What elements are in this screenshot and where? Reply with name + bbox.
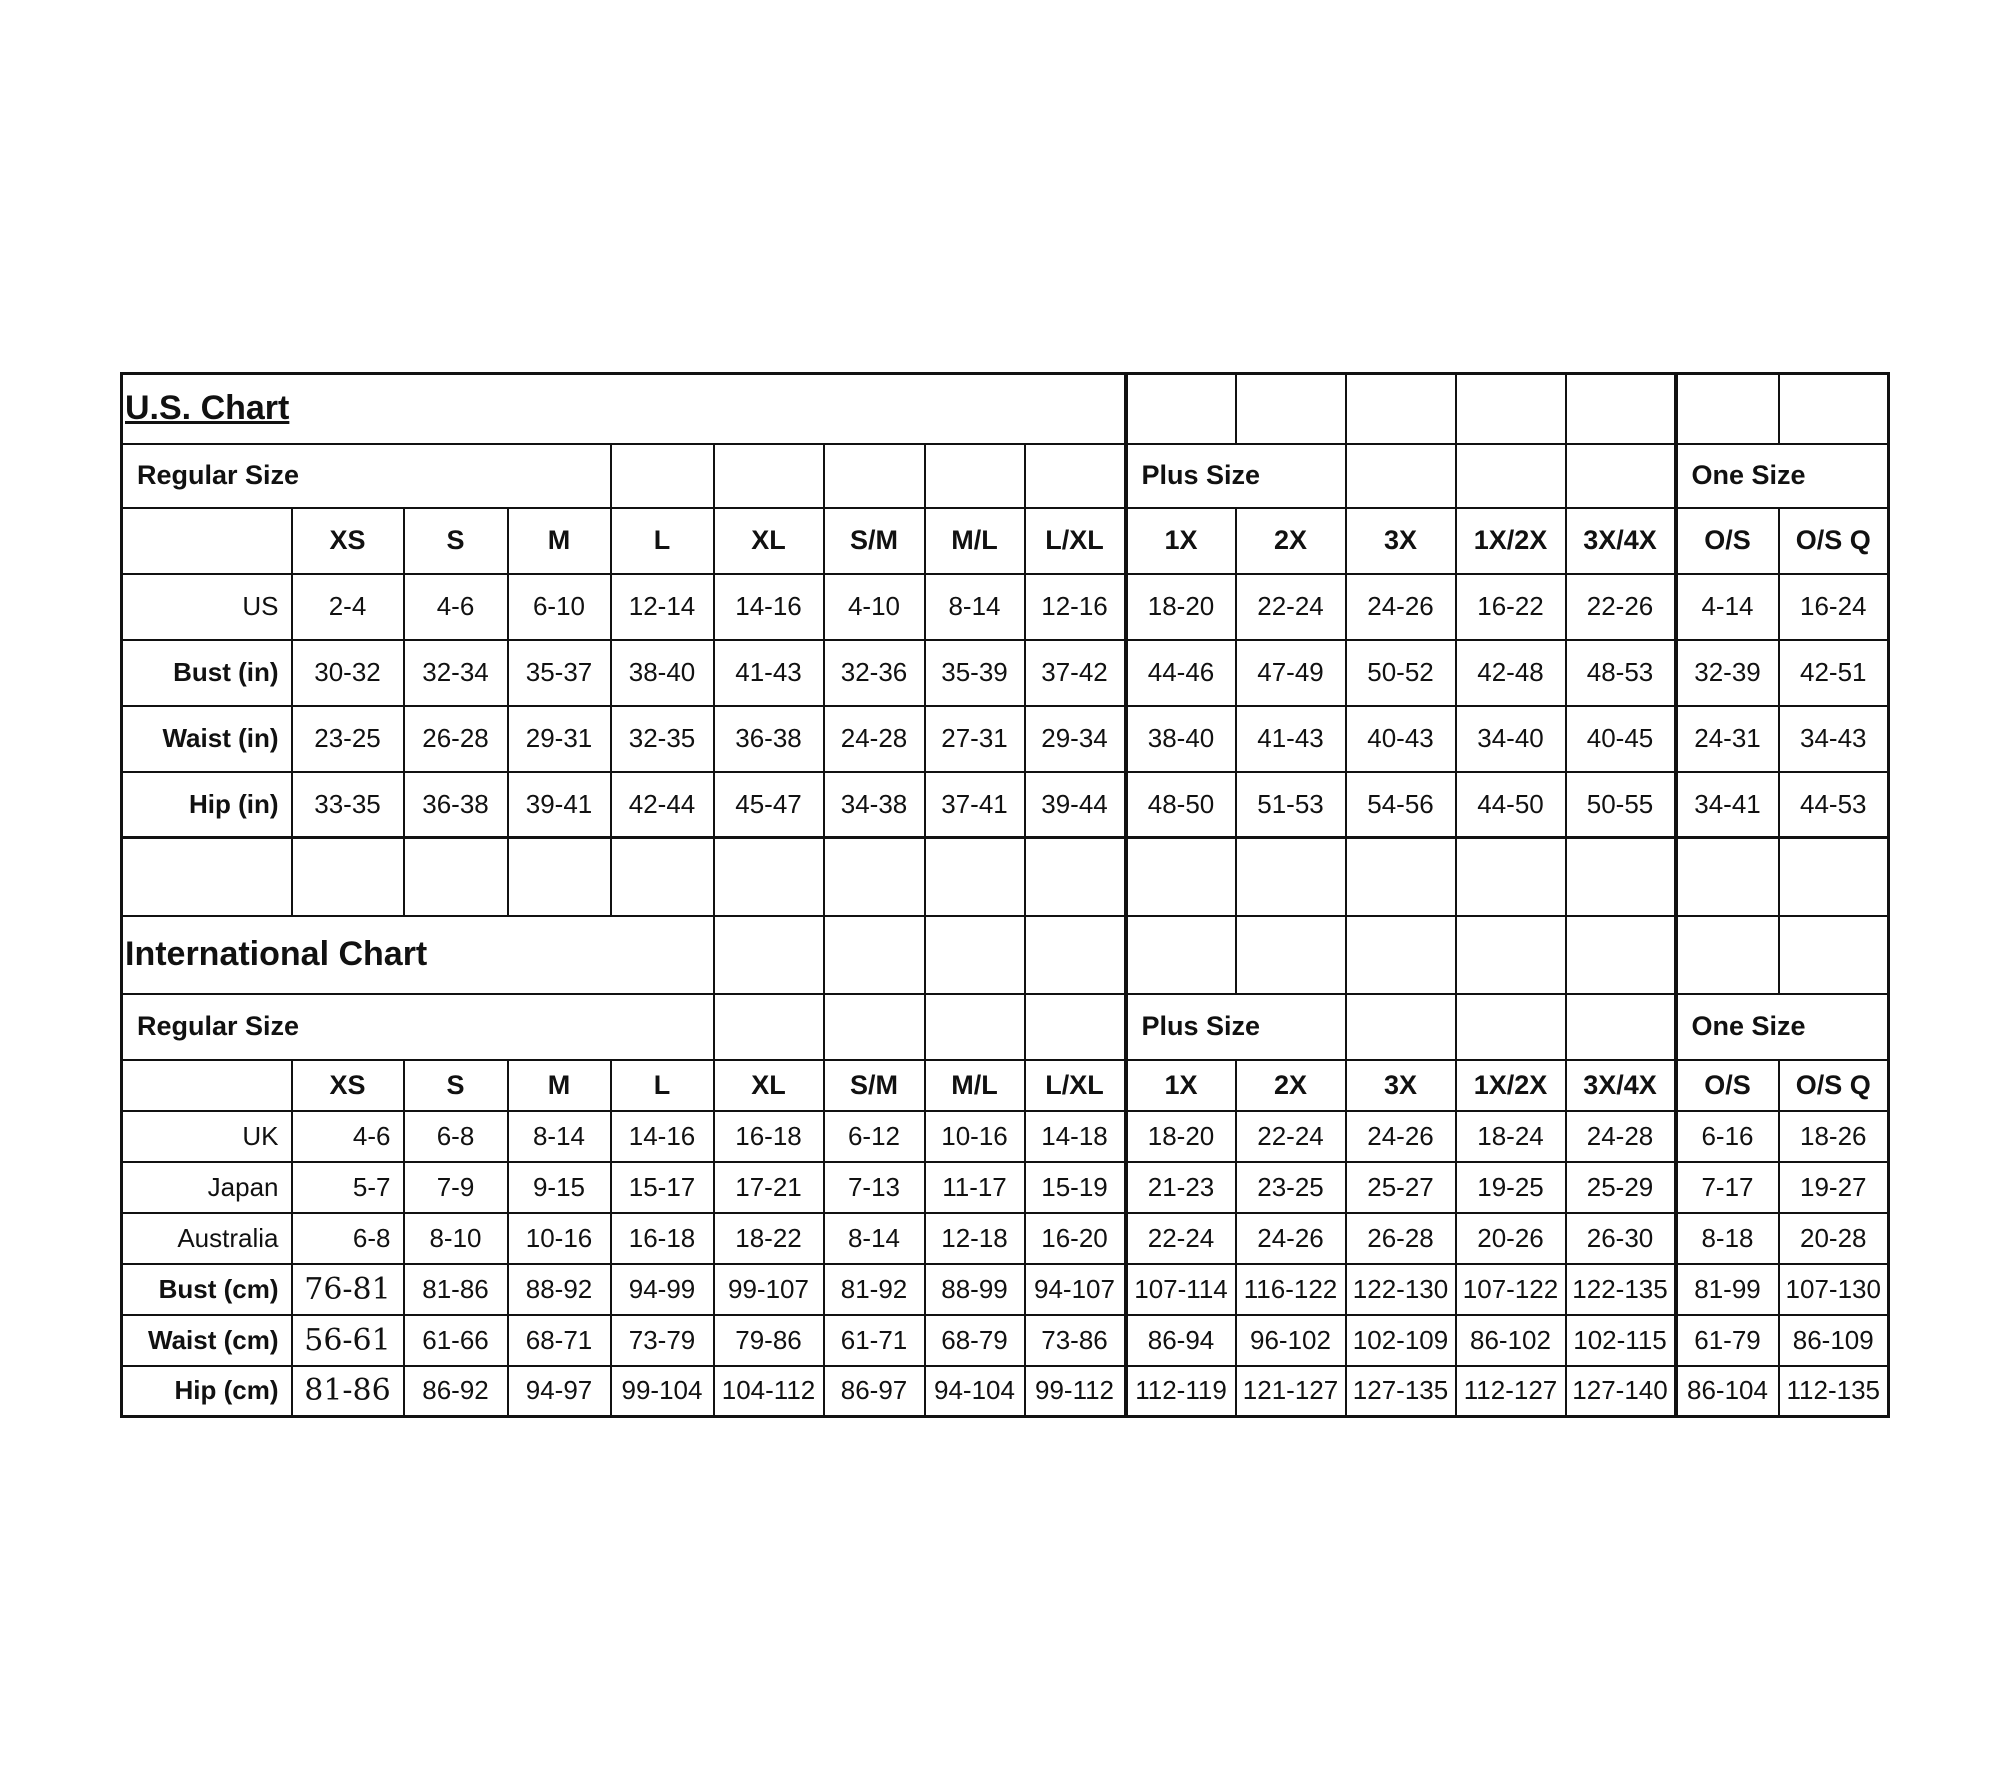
table-cell bbox=[1456, 916, 1566, 994]
size-value: 24-28 bbox=[1566, 1111, 1676, 1162]
size-value: 94-107 bbox=[1025, 1264, 1126, 1315]
size-value: 8-14 bbox=[824, 1213, 925, 1264]
size-value: 127-135 bbox=[1346, 1366, 1456, 1417]
table-cell bbox=[1025, 444, 1126, 508]
size-value: 14-16 bbox=[714, 574, 824, 640]
us-one-size-label: One Size bbox=[1676, 444, 1889, 508]
size-value: 34-40 bbox=[1456, 706, 1566, 772]
row-label: US bbox=[122, 574, 292, 640]
size-value: 73-86 bbox=[1025, 1315, 1126, 1366]
size-value: 14-18 bbox=[1025, 1111, 1126, 1162]
table-cell bbox=[1779, 374, 1889, 444]
size-value: 34-43 bbox=[1779, 706, 1889, 772]
size-header: XL bbox=[714, 1060, 824, 1111]
size-value: 34-38 bbox=[824, 772, 925, 838]
size-value: 27-31 bbox=[925, 706, 1025, 772]
table-cell bbox=[1236, 916, 1346, 994]
size-value: 94-97 bbox=[508, 1366, 611, 1417]
size-value: 26-28 bbox=[1346, 1213, 1456, 1264]
size-value: 107-114 bbox=[1126, 1264, 1236, 1315]
size-value: 6-12 bbox=[824, 1111, 925, 1162]
table-row bbox=[122, 994, 1889, 1060]
size-value: 25-29 bbox=[1566, 1162, 1676, 1213]
table-row bbox=[122, 706, 1889, 772]
size-value: 107-122 bbox=[1456, 1264, 1566, 1315]
size-value: 32-39 bbox=[1676, 640, 1779, 706]
size-value: 20-28 bbox=[1779, 1213, 1889, 1264]
table-cell bbox=[122, 1060, 292, 1111]
size-header: L bbox=[611, 508, 714, 574]
size-value: 4-6 bbox=[404, 574, 508, 640]
table-row bbox=[122, 1366, 1889, 1417]
size-value: 68-71 bbox=[508, 1315, 611, 1366]
table-cell bbox=[925, 994, 1025, 1060]
table-cell bbox=[1779, 838, 1889, 916]
size-value: 81-92 bbox=[824, 1264, 925, 1315]
size-value: 36-38 bbox=[714, 706, 824, 772]
size-value: 44-50 bbox=[1456, 772, 1566, 838]
size-header: L/XL bbox=[1025, 1060, 1126, 1111]
size-value: 32-35 bbox=[611, 706, 714, 772]
size-header: S bbox=[404, 1060, 508, 1111]
size-value: 32-36 bbox=[824, 640, 925, 706]
size-value: 9-15 bbox=[508, 1162, 611, 1213]
table-cell bbox=[1346, 838, 1456, 916]
size-value: 112-135 bbox=[1779, 1366, 1889, 1417]
table-cell bbox=[1676, 838, 1779, 916]
size-value: 15-19 bbox=[1025, 1162, 1126, 1213]
size-value: 7-13 bbox=[824, 1162, 925, 1213]
table-cell bbox=[1566, 916, 1676, 994]
size-value: 122-135 bbox=[1566, 1264, 1676, 1315]
size-value: 30-32 bbox=[292, 640, 404, 706]
table-cell bbox=[824, 838, 925, 916]
size-value: 94-104 bbox=[925, 1366, 1025, 1417]
table-row bbox=[122, 1162, 1889, 1213]
size-header: XL bbox=[714, 508, 824, 574]
size-value: 61-71 bbox=[824, 1315, 925, 1366]
size-header: 2X bbox=[1236, 508, 1346, 574]
size-value: 33-35 bbox=[292, 772, 404, 838]
size-value: 6-10 bbox=[508, 574, 611, 640]
table-cell bbox=[1126, 374, 1236, 444]
row-label: Japan bbox=[122, 1162, 292, 1213]
size-value: 61-79 bbox=[1676, 1315, 1779, 1366]
table-cell bbox=[1126, 916, 1236, 994]
table-cell bbox=[1456, 444, 1566, 508]
size-value: 39-44 bbox=[1025, 772, 1126, 838]
table-row bbox=[122, 508, 1889, 574]
intl-chart-title: International Chart bbox=[122, 916, 714, 994]
table-row bbox=[122, 640, 1889, 706]
table-cell bbox=[292, 838, 404, 916]
size-header: O/S Q bbox=[1779, 1060, 1889, 1111]
table-cell bbox=[1456, 374, 1566, 444]
size-value: 6-16 bbox=[1676, 1111, 1779, 1162]
table-row bbox=[122, 374, 1889, 444]
intl-plus-size-label: Plus Size bbox=[1126, 994, 1346, 1060]
size-value: 81-86 bbox=[292, 1366, 404, 1417]
size-header: 1X bbox=[1126, 508, 1236, 574]
row-label: Australia bbox=[122, 1213, 292, 1264]
size-value: 86-109 bbox=[1779, 1315, 1889, 1366]
size-value: 26-28 bbox=[404, 706, 508, 772]
table-cell bbox=[1676, 374, 1779, 444]
table-cell bbox=[1346, 374, 1456, 444]
table-cell bbox=[824, 916, 925, 994]
table-cell bbox=[1236, 838, 1346, 916]
table-cell bbox=[404, 838, 508, 916]
size-value: 112-119 bbox=[1126, 1366, 1236, 1417]
size-value: 48-53 bbox=[1566, 640, 1676, 706]
size-value: 81-99 bbox=[1676, 1264, 1779, 1315]
table-cell bbox=[714, 994, 824, 1060]
us-plus-size-label: Plus Size bbox=[1126, 444, 1346, 508]
size-value: 8-18 bbox=[1676, 1213, 1779, 1264]
row-label: Hip (in) bbox=[122, 772, 292, 838]
size-value: 37-41 bbox=[925, 772, 1025, 838]
size-value: 16-18 bbox=[714, 1111, 824, 1162]
size-value: 24-26 bbox=[1346, 574, 1456, 640]
table-cell bbox=[714, 444, 824, 508]
size-value: 16-22 bbox=[1456, 574, 1566, 640]
size-value: 102-109 bbox=[1346, 1315, 1456, 1366]
table-cell bbox=[611, 838, 714, 916]
size-value: 12-14 bbox=[611, 574, 714, 640]
size-value: 40-45 bbox=[1566, 706, 1676, 772]
size-value: 2-4 bbox=[292, 574, 404, 640]
size-header: XS bbox=[292, 508, 404, 574]
table-row bbox=[122, 916, 1889, 994]
table-cell bbox=[508, 838, 611, 916]
size-value: 12-16 bbox=[1025, 574, 1126, 640]
size-header: 2X bbox=[1236, 1060, 1346, 1111]
size-value: 73-79 bbox=[611, 1315, 714, 1366]
table-cell bbox=[611, 444, 714, 508]
size-value: 37-42 bbox=[1025, 640, 1126, 706]
size-value: 86-97 bbox=[824, 1366, 925, 1417]
size-value: 102-115 bbox=[1566, 1315, 1676, 1366]
size-value: 44-53 bbox=[1779, 772, 1889, 838]
size-value: 25-27 bbox=[1346, 1162, 1456, 1213]
size-value: 35-37 bbox=[508, 640, 611, 706]
size-value: 29-34 bbox=[1025, 706, 1126, 772]
table-cell bbox=[1566, 838, 1676, 916]
size-chart-table bbox=[120, 372, 1890, 1418]
table-row bbox=[122, 1213, 1889, 1264]
size-header: 1X/2X bbox=[1456, 508, 1566, 574]
size-value: 107-130 bbox=[1779, 1264, 1889, 1315]
size-header: S/M bbox=[824, 508, 925, 574]
table-cell bbox=[122, 508, 292, 574]
size-value: 4-14 bbox=[1676, 574, 1779, 640]
size-value: 99-107 bbox=[714, 1264, 824, 1315]
size-value: 42-48 bbox=[1456, 640, 1566, 706]
table-cell bbox=[925, 838, 1025, 916]
size-value: 18-20 bbox=[1126, 1111, 1236, 1162]
size-value: 18-26 bbox=[1779, 1111, 1889, 1162]
row-label: Hip (cm) bbox=[122, 1366, 292, 1417]
table-cell bbox=[1779, 916, 1889, 994]
size-value: 14-16 bbox=[611, 1111, 714, 1162]
size-value: 86-92 bbox=[404, 1366, 508, 1417]
table-row bbox=[122, 1264, 1889, 1315]
table-cell bbox=[925, 444, 1025, 508]
size-header: 1X bbox=[1126, 1060, 1236, 1111]
size-value: 24-26 bbox=[1346, 1111, 1456, 1162]
table-cell bbox=[1456, 838, 1566, 916]
size-value: 94-99 bbox=[611, 1264, 714, 1315]
size-value: 7-17 bbox=[1676, 1162, 1779, 1213]
size-value: 45-47 bbox=[714, 772, 824, 838]
table-row bbox=[122, 1315, 1889, 1366]
size-value: 15-17 bbox=[611, 1162, 714, 1213]
size-value: 48-50 bbox=[1126, 772, 1236, 838]
table-row bbox=[122, 772, 1889, 838]
size-header: 3X bbox=[1346, 1060, 1456, 1111]
table-cell bbox=[925, 916, 1025, 994]
table-cell bbox=[1126, 838, 1236, 916]
size-value: 23-25 bbox=[292, 706, 404, 772]
size-value: 42-51 bbox=[1779, 640, 1889, 706]
size-value: 122-130 bbox=[1346, 1264, 1456, 1315]
size-value: 22-24 bbox=[1236, 1111, 1346, 1162]
size-value: 24-28 bbox=[824, 706, 925, 772]
size-value: 8-10 bbox=[404, 1213, 508, 1264]
size-header: O/S bbox=[1676, 508, 1779, 574]
table-cell bbox=[1236, 374, 1346, 444]
row-label: UK bbox=[122, 1111, 292, 1162]
size-value: 22-24 bbox=[1236, 574, 1346, 640]
size-value: 56-61 bbox=[292, 1315, 404, 1366]
size-value: 18-20 bbox=[1126, 574, 1236, 640]
size-header: XS bbox=[292, 1060, 404, 1111]
size-value: 16-20 bbox=[1025, 1213, 1126, 1264]
size-value: 99-112 bbox=[1025, 1366, 1126, 1417]
size-value: 16-24 bbox=[1779, 574, 1889, 640]
size-value: 61-66 bbox=[404, 1315, 508, 1366]
size-value: 17-21 bbox=[714, 1162, 824, 1213]
size-value: 104-112 bbox=[714, 1366, 824, 1417]
size-value: 29-31 bbox=[508, 706, 611, 772]
size-value: 86-94 bbox=[1126, 1315, 1236, 1366]
size-value: 121-127 bbox=[1236, 1366, 1346, 1417]
size-value: 51-53 bbox=[1236, 772, 1346, 838]
size-value: 54-56 bbox=[1346, 772, 1456, 838]
row-label: Bust (cm) bbox=[122, 1264, 292, 1315]
size-value: 68-79 bbox=[925, 1315, 1025, 1366]
table-row bbox=[122, 838, 1889, 916]
table-row bbox=[122, 1111, 1889, 1162]
size-value: 99-104 bbox=[611, 1366, 714, 1417]
size-value: 86-102 bbox=[1456, 1315, 1566, 1366]
size-header: M/L bbox=[925, 508, 1025, 574]
table-cell bbox=[1456, 994, 1566, 1060]
size-value: 81-86 bbox=[404, 1264, 508, 1315]
size-header: M bbox=[508, 1060, 611, 1111]
size-value: 40-43 bbox=[1346, 706, 1456, 772]
size-value: 10-16 bbox=[508, 1213, 611, 1264]
size-value: 36-38 bbox=[404, 772, 508, 838]
size-value: 116-122 bbox=[1236, 1264, 1346, 1315]
size-header: O/S bbox=[1676, 1060, 1779, 1111]
size-value: 127-140 bbox=[1566, 1366, 1676, 1417]
size-value: 44-46 bbox=[1126, 640, 1236, 706]
size-value: 88-99 bbox=[925, 1264, 1025, 1315]
size-value: 86-104 bbox=[1676, 1366, 1779, 1417]
table-cell bbox=[714, 838, 824, 916]
size-value: 5-7 bbox=[292, 1162, 404, 1213]
size-value: 26-30 bbox=[1566, 1213, 1676, 1264]
size-value: 11-17 bbox=[925, 1162, 1025, 1213]
size-value: 50-52 bbox=[1346, 640, 1456, 706]
size-value: 112-127 bbox=[1456, 1366, 1566, 1417]
size-value: 35-39 bbox=[925, 640, 1025, 706]
table-cell bbox=[1346, 994, 1456, 1060]
size-value: 22-26 bbox=[1566, 574, 1676, 640]
size-header: 3X bbox=[1346, 508, 1456, 574]
us-regular-size-label: Regular Size bbox=[122, 444, 611, 508]
size-value: 7-9 bbox=[404, 1162, 508, 1213]
size-header: 3X/4X bbox=[1566, 1060, 1676, 1111]
size-value: 10-16 bbox=[925, 1111, 1025, 1162]
size-value: 42-44 bbox=[611, 772, 714, 838]
table-cell bbox=[1025, 916, 1126, 994]
size-value: 88-92 bbox=[508, 1264, 611, 1315]
size-value: 16-18 bbox=[611, 1213, 714, 1264]
size-value: 8-14 bbox=[508, 1111, 611, 1162]
intl-one-size-label: One Size bbox=[1676, 994, 1889, 1060]
size-value: 4-10 bbox=[824, 574, 925, 640]
row-label: Waist (cm) bbox=[122, 1315, 292, 1366]
size-header: L/XL bbox=[1025, 508, 1126, 574]
table-cell bbox=[1025, 994, 1126, 1060]
table-cell bbox=[1025, 838, 1126, 916]
size-value: 34-41 bbox=[1676, 772, 1779, 838]
table-cell bbox=[824, 994, 925, 1060]
size-value: 47-49 bbox=[1236, 640, 1346, 706]
size-value: 50-55 bbox=[1566, 772, 1676, 838]
size-value: 8-14 bbox=[925, 574, 1025, 640]
table-cell bbox=[1566, 444, 1676, 508]
size-value: 41-43 bbox=[714, 640, 824, 706]
row-label: Waist (in) bbox=[122, 706, 292, 772]
size-value: 24-26 bbox=[1236, 1213, 1346, 1264]
table-row bbox=[122, 1060, 1889, 1111]
size-value: 96-102 bbox=[1236, 1315, 1346, 1366]
size-value: 39-41 bbox=[508, 772, 611, 838]
size-value: 6-8 bbox=[292, 1213, 404, 1264]
size-header: M bbox=[508, 508, 611, 574]
size-header: S bbox=[404, 508, 508, 574]
size-value: 41-43 bbox=[1236, 706, 1346, 772]
size-value: 18-22 bbox=[714, 1213, 824, 1264]
size-value: 19-27 bbox=[1779, 1162, 1889, 1213]
size-value: 76-81 bbox=[292, 1264, 404, 1315]
size-header: L bbox=[611, 1060, 714, 1111]
table-cell bbox=[1566, 994, 1676, 1060]
size-header: M/L bbox=[925, 1060, 1025, 1111]
size-header: 3X/4X bbox=[1566, 508, 1676, 574]
size-value: 32-34 bbox=[404, 640, 508, 706]
size-value: 23-25 bbox=[1236, 1162, 1346, 1213]
size-value: 22-24 bbox=[1126, 1213, 1236, 1264]
table-row bbox=[122, 444, 1889, 508]
size-value: 21-23 bbox=[1126, 1162, 1236, 1213]
table-cell bbox=[1346, 444, 1456, 508]
size-header: 1X/2X bbox=[1456, 1060, 1566, 1111]
table-cell bbox=[1676, 916, 1779, 994]
size-header: O/S Q bbox=[1779, 508, 1889, 574]
size-value: 20-26 bbox=[1456, 1213, 1566, 1264]
intl-regular-size-label: Regular Size bbox=[122, 994, 714, 1060]
table-cell bbox=[122, 838, 292, 916]
table-row bbox=[122, 574, 1889, 640]
size-value: 38-40 bbox=[1126, 706, 1236, 772]
size-value: 24-31 bbox=[1676, 706, 1779, 772]
table-cell bbox=[824, 444, 925, 508]
table-cell bbox=[1346, 916, 1456, 994]
size-value: 38-40 bbox=[611, 640, 714, 706]
size-value: 18-24 bbox=[1456, 1111, 1566, 1162]
size-header: S/M bbox=[824, 1060, 925, 1111]
size-value: 19-25 bbox=[1456, 1162, 1566, 1213]
size-value: 12-18 bbox=[925, 1213, 1025, 1264]
us-chart-title: U.S. Chart bbox=[122, 374, 1126, 444]
row-label: Bust (in) bbox=[122, 640, 292, 706]
size-value: 79-86 bbox=[714, 1315, 824, 1366]
table-cell bbox=[1566, 374, 1676, 444]
size-value: 4-6 bbox=[292, 1111, 404, 1162]
table-cell bbox=[714, 916, 824, 994]
size-value: 6-8 bbox=[404, 1111, 508, 1162]
